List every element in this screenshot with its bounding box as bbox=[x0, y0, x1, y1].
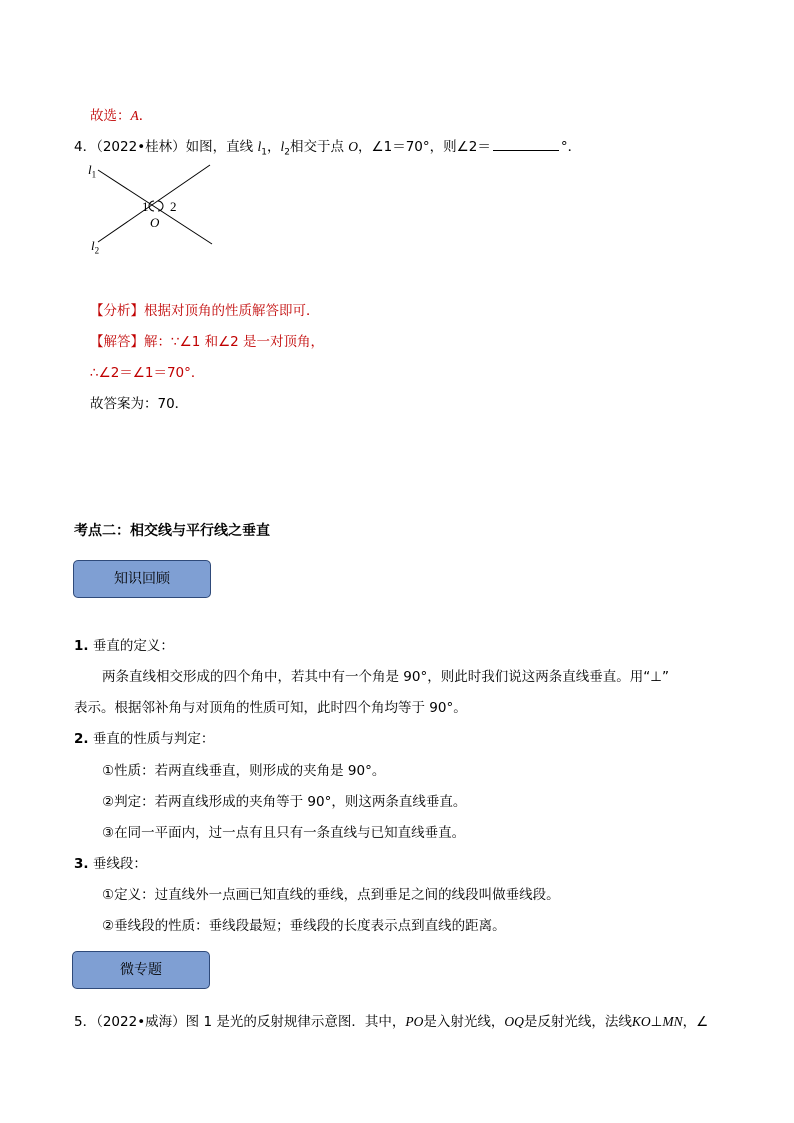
intersecting-lines-figure bbox=[88, 160, 228, 260]
question-text: 是入射光线， bbox=[423, 1014, 505, 1030]
line-l1-subscript: 1 bbox=[261, 147, 267, 158]
question-source: ．（2022•桂林）如图，直线 bbox=[82, 139, 254, 155]
therefore-line: ∴∠2＝∠1＝70°． bbox=[90, 365, 205, 381]
figure-label-1: 1 bbox=[142, 199, 149, 214]
answer-suffix: ． bbox=[138, 108, 153, 124]
item-2-heading bbox=[74, 727, 214, 747]
comma: ， bbox=[266, 139, 281, 155]
item-3-point: ①定义：过直线外一点画已知直线的垂线，点到垂足之间的线段叫做垂线段。 bbox=[102, 887, 560, 903]
special-topic-button[interactable]: 微专题 bbox=[72, 951, 210, 989]
item-2-point: ①性质：若两直线垂直，则形成的夹角是 90°。 bbox=[102, 763, 386, 779]
answer-blank[interactable] bbox=[493, 138, 559, 151]
item-3-number: 3. bbox=[74, 856, 89, 872]
question-tail: °． bbox=[560, 139, 582, 155]
item-3-title: 垂线段： bbox=[88, 856, 147, 872]
item-1-body-line-1: 两条直线相交形成的四个角中，若其中有一个角是 90°，则此时我们说这两条直线垂直。用“⊥” bbox=[102, 669, 669, 685]
question-text: 是反射光线，法线 bbox=[523, 1014, 632, 1030]
line-l1-drawing bbox=[98, 170, 212, 244]
figure-label-o: O bbox=[150, 215, 160, 230]
solution-tag: 【解答】 bbox=[90, 334, 144, 350]
answer-prefix: 故选： bbox=[90, 108, 131, 124]
question-middle: 相交于点 bbox=[289, 139, 344, 155]
figure-svg bbox=[88, 160, 228, 260]
question-5-stem bbox=[74, 1010, 708, 1030]
item-3-point: ②垂线段的性质：垂线段最短；垂线段的长度表示点到直线的距离。 bbox=[102, 918, 506, 934]
solution-text: 解：∵∠1 和∠2 是一对顶角， bbox=[144, 334, 325, 350]
knowledge-review-button[interactable]: 知识回顾 bbox=[73, 560, 211, 598]
line-l2: l bbox=[280, 139, 285, 154]
ray-oq: OQ bbox=[504, 1014, 524, 1029]
item-2-point: ③在同一平面内，过一点有且只有一条直线与已知直线垂直。 bbox=[102, 825, 466, 841]
analysis-text: 根据对顶角的性质解答即可． bbox=[144, 303, 320, 319]
line-l1: l bbox=[257, 139, 262, 154]
item-1-body-line-2: 表示。根据邻补角与对顶角的性质可知，此时四个角均等于 90°。 bbox=[74, 700, 467, 716]
question-number: 5 bbox=[74, 1014, 83, 1030]
point-o: O bbox=[348, 139, 359, 154]
previous-answer bbox=[90, 104, 152, 124]
ray-po: PO bbox=[405, 1014, 424, 1029]
final-answer-line: 故答案为：70． bbox=[90, 396, 189, 412]
analysis-tag: 【分析】 bbox=[90, 303, 144, 319]
line-l2-subscript: 2 bbox=[284, 147, 290, 158]
question-text: ．（2022•威海）图 1 是光的反射规律示意图．其中， bbox=[82, 1014, 406, 1030]
figure-label-2: 2 bbox=[170, 199, 177, 214]
question-number: 4 bbox=[74, 139, 83, 155]
item-2-point: ②判定：若两直线形成的夹角等于 90°，则这两条直线垂直。 bbox=[102, 794, 467, 810]
question-condition: ，∠1＝70°，则∠2＝ bbox=[358, 139, 491, 155]
item-1-heading bbox=[74, 634, 174, 654]
analysis-line bbox=[90, 299, 320, 319]
item-1-number: 1. bbox=[74, 638, 89, 654]
figure-label-l2: $l_2$ bbox=[91, 238, 100, 256]
question-4-stem bbox=[74, 135, 581, 158]
item-2-number: 2. bbox=[74, 731, 89, 747]
figure-label-l1: $l_1$ bbox=[88, 162, 97, 180]
item-1-title: 垂直的定义： bbox=[88, 638, 174, 654]
section-title: 考点二：相交线与平行线之垂直 bbox=[74, 523, 270, 539]
line-mn: MN bbox=[662, 1014, 683, 1029]
item-2-title: 垂直的性质与判定： bbox=[88, 731, 215, 747]
answer-choice: A bbox=[130, 108, 139, 123]
perpendicular-symbol: ⊥ bbox=[650, 1014, 663, 1030]
question-text: ，∠ bbox=[682, 1014, 709, 1030]
solution-line bbox=[90, 330, 324, 350]
line-ko: KO bbox=[631, 1014, 651, 1029]
item-3-heading bbox=[74, 852, 147, 872]
